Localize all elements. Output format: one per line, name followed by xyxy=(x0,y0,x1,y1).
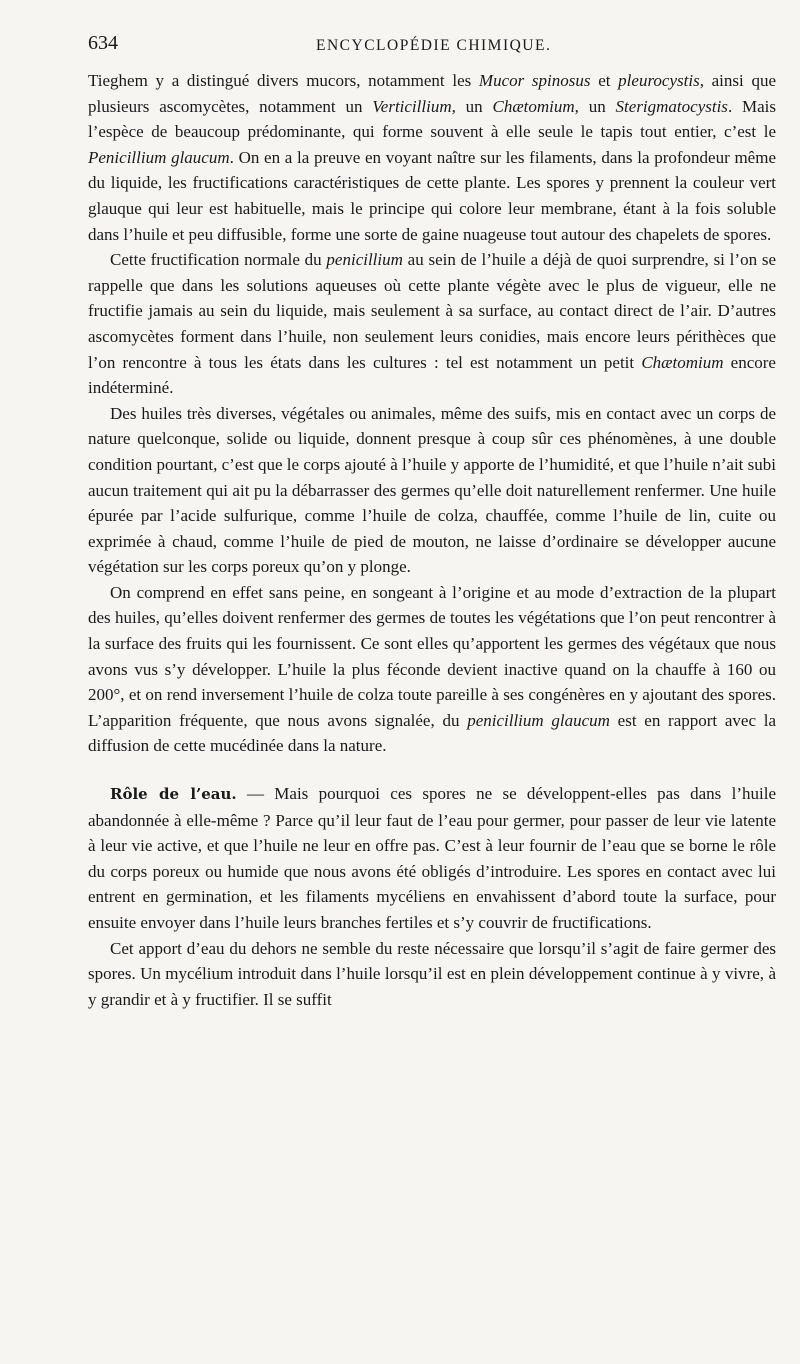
italic-term: penicillium xyxy=(326,250,403,270)
italic-term: penicillium glaucum xyxy=(467,710,610,730)
italic-term: Chætomium xyxy=(641,352,724,372)
section-paragraph xyxy=(88,781,776,936)
text-run: , un xyxy=(574,96,616,116)
text-run: est en rapport avec la diffusion de cette mucédinée dans la nature. xyxy=(88,710,777,756)
text-run: . Mais l’espèce de beaucoup prédominante, qui forme souvent à elle seule le tapis tout entier, c’est le xyxy=(88,96,776,142)
italic-term: Mucor spinosus xyxy=(478,71,591,90)
paragraph xyxy=(88,401,776,580)
italic-term: Penicillium glaucum xyxy=(88,147,230,167)
paragraph xyxy=(88,247,776,401)
running-head xyxy=(88,32,772,60)
text-run: , un xyxy=(451,96,493,116)
section-heading: Rôle de l’eau. xyxy=(110,785,237,804)
page-number: 634 xyxy=(88,32,118,54)
text-run: — Mais pourquoi ces spores ne se développent-elles pas dans l’huile abandonnée à elle-même ? Parce qu’il leur faut de l’eau pour germer, pour passer de leur vie latente à leur vie active, et que l’huile ne leur en offre pas. C’est à leur fournir de l’eau que se borne le rôle du corps poreux ou humide que nous avons été obligés d’introduire. Les spores en contact avec lui entrent en germination, et les filaments mycéliens en envahissent d’abord toute la surface, pour ensuite envoyer dans l’huile leurs branches fertiles et s’y couvrir de fructifications. xyxy=(88,784,776,932)
text-run: encore indéterminé. xyxy=(88,352,776,398)
running-title: ENCYCLOPÉDIE CHIMIQUE. xyxy=(316,37,552,54)
text-run: Tieghem y a distingué divers mucors, notamment les xyxy=(88,71,479,90)
paragraph xyxy=(88,936,776,1013)
text-run: On comprend en effet sans peine, en songeant à l’origine et au mode d’extraction de la plupart des huiles, qu’elles doivent renfermer des germes de toutes les végétations que l’on peut rencontrer à la surface des fruits qui les fournissent. Ce sont elles qu’apportent les germes des végétaux que nous avons vus s’y développer. L’huile la plus féconde devient inactive quand on la chauffe à 160 ou 200°, et on rend inversement l’huile de colza toute pareille à ses congénères en y ajoutant des spores. L’apparition fréquente, que nous avons signalée, du xyxy=(88,582,776,730)
text-run: , ainsi que plusieurs ascomycètes, notamment un xyxy=(88,71,776,116)
text-run: Des huiles très diverses, végétales ou animales, même des suifs, mis en contact avec un corps de nature quelconque, solide ou liquide, donnent presque à coup sûr ces phénomènes, à une double condition pourtant, c’est que le corps ajouté à l’huile y apporte de l’humidité, et que l’huile n’ait subi aucun traitement qui ait pu la débarrasser des germes qu’elle doit naturellement renfermer. Une huile épurée par l’acide sulfurique, comme l’huile de colza, chauffée, comme l’huile de lin, cuite ou exprimée à chaud, comme l’huile de pied de mouton, ne laisse d’ordinaire se développer aucune végétation sur les corps poreux qu’on y plonge. xyxy=(88,403,776,577)
text-run: et xyxy=(590,71,619,90)
text-run: . On en a la preuve en voyant naître sur les filaments, dans la profondeur même du liquide, les fructifications caractéristiques de cette plante. Les spores y prennent la couleur vert glauque qui leur est habituelle, mais le principe qui colore leur membrane, étant à la fois soluble dans l’huile et peu diffusible, forme une sorte de gaine nuageuse tout autour des chapelets de spores. xyxy=(88,147,776,244)
text-run: au sein de l’huile a déjà de quoi surprendre, si l’on se rappelle que dans les solutions aqueuses où cette plante végète avec le plus de vigueur, elle ne fructifie jamais au sein du liquide, mais seulement à sa surface, au contact direct de l’air. D’autres ascomycètes forment dans l’huile, non seulement leurs conidies, mais encore leurs périthèces que l’on rencontre à tous les états dans les cultures : tel est notamment un petit xyxy=(88,250,777,372)
paragraph xyxy=(88,68,776,247)
italic-term: Chætomium xyxy=(492,96,575,116)
italic-term: pleurocystis xyxy=(618,71,700,90)
text-run: Cette fructification normale du xyxy=(110,250,327,270)
text-run: Cet apport d’eau du dehors ne semble du reste nécessaire que lorsqu’il s’agit de faire germer des spores. Un mycélium introduit dans l’huile lorsqu’il est en plein développement continue à y vivre, à y grandir et à y fructifier. Il se suffit xyxy=(88,938,776,1009)
body-text xyxy=(88,68,776,1012)
italic-term: Verticillium xyxy=(372,96,452,116)
italic-term: Sterigmatocystis xyxy=(615,96,728,116)
paragraph xyxy=(88,580,776,759)
